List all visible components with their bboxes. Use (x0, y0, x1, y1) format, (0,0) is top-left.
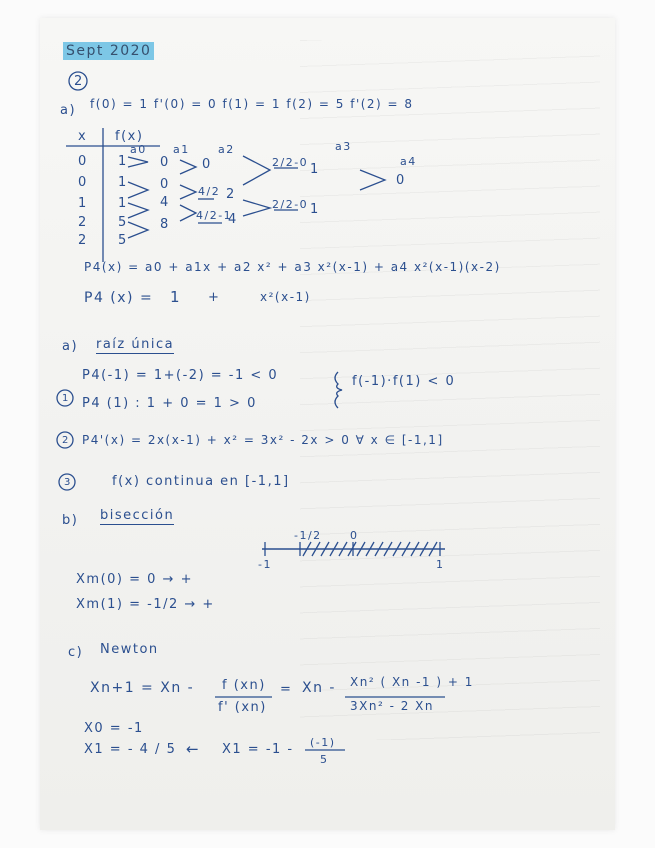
second-difference: 4/2 (198, 185, 221, 198)
curly-brace (335, 372, 342, 408)
p4-at-minus-one: P4(-1) = 1+(-2) = -1 < 0 (82, 368, 279, 383)
newton-title: Newton (100, 642, 159, 657)
newton-denominator: f' (xn) (218, 700, 267, 715)
dd-connector (180, 185, 196, 199)
number-line-left-label: -1 (258, 558, 272, 571)
newton-equals: = (280, 682, 293, 697)
x-value: 0 (78, 154, 88, 169)
newton-formula-lhs: Xn+1 = Xn - (90, 680, 195, 696)
table-header-fx: f(x) (115, 129, 144, 144)
dd-connector (243, 200, 270, 216)
part-a-label: a) (60, 103, 77, 118)
x-value: 0 (78, 175, 88, 190)
newton-x1-numerator: (-1) (310, 736, 336, 749)
table-header-x: x (78, 129, 88, 144)
fx-value: 5 (118, 233, 128, 248)
dd-connector (360, 170, 385, 190)
date-highlight: Sept 2020 (63, 42, 154, 60)
bisection-title: bisección (100, 508, 175, 523)
dd-connector (180, 160, 196, 174)
newton-x1-denominator: 5 (320, 753, 329, 766)
coef-label: a2 (218, 143, 235, 156)
dd-connector (128, 157, 148, 167)
p4-general-formula: P4(x) = a0 + a1x + a2 x² + a3 x²(x-1) + a4 x²(x-1)(x-2) (84, 260, 501, 274)
p4-result-plus: + (208, 290, 221, 305)
coef-label: a4 (400, 155, 417, 168)
fx-value: 1 (118, 196, 128, 211)
dd-connector (243, 156, 270, 185)
fx-value: 1 (118, 175, 128, 190)
p4-at-one: P4 (1) : 1 + 0 = 1 > 0 (82, 396, 257, 411)
third-difference: 2/2-0 (272, 198, 309, 211)
x-value: 2 (78, 233, 88, 248)
given-conditions: f(0) = 1 f'(0) = 0 f(1) = 1 f(2) = 5 f'(2) = 8 (90, 97, 414, 111)
first-difference: 8 (160, 217, 170, 232)
coef-label: a1 (173, 143, 190, 156)
coef-label: a0 (130, 143, 147, 156)
third-difference: 2/2-0 (272, 156, 309, 169)
p4-result-term: x²(x-1) (260, 290, 311, 304)
fx-value: 1 (118, 154, 128, 169)
dd-connector (128, 182, 148, 198)
number-line-right-label: 1 (436, 558, 445, 571)
x-value: 2 (78, 215, 88, 230)
dd-connector (128, 222, 148, 238)
first-difference: 4 (160, 195, 170, 210)
step-mark: 1 (62, 393, 70, 404)
second-difference: 0 (202, 157, 212, 172)
first-difference: 0 (160, 177, 170, 192)
newton-expanded-denominator: 3Xn² - 2 Xn (350, 699, 435, 713)
step-mark: 3 (64, 477, 72, 488)
dd-connector (128, 203, 148, 218)
x-value: 1 (78, 196, 88, 211)
newton-numerator: f (xn) (222, 678, 266, 693)
newton-formula-mid: Xn - (302, 680, 336, 696)
fx-value: 5 (118, 215, 128, 230)
p4-result-constant: 1 (170, 288, 182, 306)
first-difference: 0 (160, 155, 170, 170)
number-line-mid-label: -1/2 (294, 529, 322, 542)
unique-root-label: a) (62, 339, 79, 354)
bisection-label: b) (62, 513, 79, 528)
sign-change-result: f(-1)·f(1) < 0 (352, 374, 456, 389)
problem-number: 2 (74, 74, 84, 89)
second-difference: 4/2-1 (196, 209, 233, 222)
derivative-positive: P4'(x) = 2x(x-1) + x² = 3x² - 2x > 0 ∀ x ∈ [-1,1] (82, 433, 444, 447)
step-mark: 2 (62, 435, 70, 446)
newton-x1-calculation: X1 = -1 - (222, 742, 294, 757)
fourth-difference: 0 (396, 173, 406, 188)
third-difference-result: 1 (310, 162, 320, 177)
second-difference-result: 2 (226, 187, 236, 202)
third-difference-result: 1 (310, 202, 320, 217)
bisection-step-1: Xm(0) = 0 → + (76, 572, 193, 587)
unique-root-title: raíz única (96, 337, 175, 352)
newton-label: c) (68, 645, 84, 660)
newton-expanded-numerator: Xn² ( Xn -1 ) + 1 (350, 675, 474, 689)
number-line-zero-label: 0 (350, 529, 359, 542)
newton-x1: X1 = - 4 / 5 (84, 742, 177, 757)
second-difference-result: 4 (228, 212, 238, 227)
coef-label: a3 (335, 140, 352, 153)
p4-result-lhs: P4 (x) = (84, 290, 154, 306)
continuity-statement: f(x) continua en [-1,1] (112, 474, 290, 489)
newton-x0: X0 = -1 (84, 721, 144, 736)
left-arrow: ← (186, 740, 201, 758)
dd-connector (180, 205, 196, 221)
bisection-step-2: Xm(1) = -1/2 → + (76, 597, 215, 612)
